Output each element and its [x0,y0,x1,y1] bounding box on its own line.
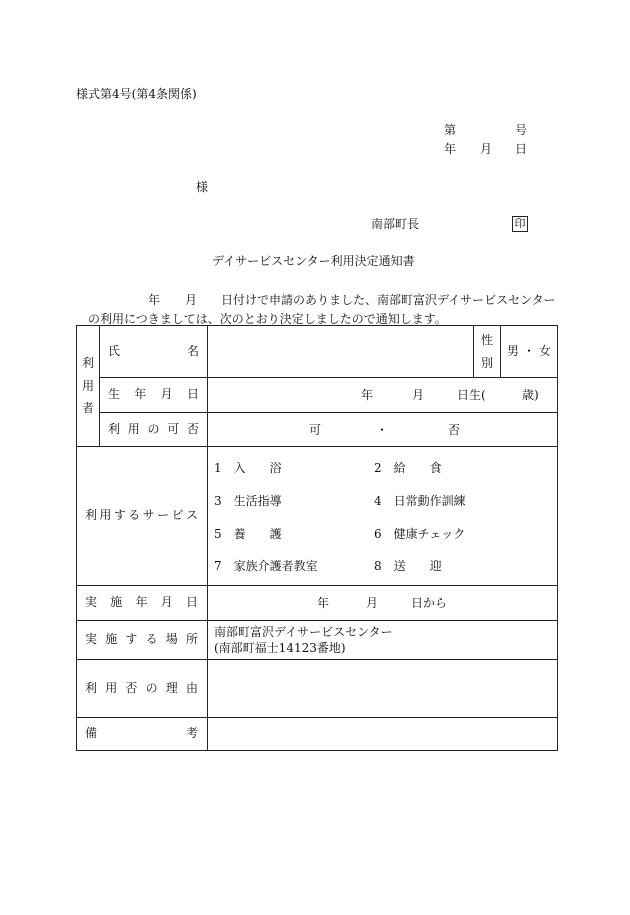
impl-date-value-cell[interactable] [208,586,558,621]
body-year: 年 [148,293,161,307]
birth-label-cell [100,378,208,413]
user-group-char-1: 利 [81,355,94,370]
user-group-label-cell [77,326,100,447]
gender-separator: ・ [522,343,535,358]
birth-label-char-4: 日 [186,387,199,402]
place-label-char-6: 所 [185,632,198,647]
birth-label-char-2: 年 [134,387,147,402]
approval-yes[interactable]: 可 [309,422,322,437]
impl-date-label-char-1: 実 [85,595,98,610]
service-num: 8 [374,559,382,574]
impl-date-label-char-5: 日 [185,595,198,610]
place-label-char-4: る [145,632,158,647]
service-item[interactable] [374,461,534,477]
service-item[interactable] [374,559,534,575]
remarks-label-cell [77,718,208,751]
birth-label-char-1: 生 [108,387,121,402]
approval-label-cell [100,413,208,447]
impl-year: 年 [317,596,330,610]
reason-label-char-5: 理 [165,680,178,695]
service-name: 養 護 [233,526,282,541]
services-label-cell [77,447,208,586]
birth-age: 歳) [522,388,539,402]
impl-date-label-char-3: 年 [135,595,148,610]
impl-date-label-char-4: 月 [160,595,173,610]
place-line-1: 南部町富沢デイサービスセンター [214,625,393,639]
row-name [77,326,558,378]
impl-date-label-char-2: 施 [110,595,123,610]
place-label-cell [77,621,208,660]
date-month: 月 [480,142,493,156]
gender-value-cell[interactable] [501,326,558,378]
place-label-char-5: 場 [165,632,178,647]
date-day: 日 [515,142,528,156]
row-birth [77,378,558,413]
approval-separator: ・ [376,422,389,437]
issuer-title: 南部町長 [371,217,420,231]
remarks-label-char-2: 考 [185,726,198,741]
name-value-cell[interactable] [208,326,474,378]
reason-label-char-1: 利 [85,680,98,695]
place-line-2: (南部町福士14123番地) [214,641,346,655]
service-num: 7 [214,559,222,574]
service-item[interactable] [214,559,374,575]
birth-day: 日生( [457,388,486,402]
decision-table [76,325,558,751]
service-num: 6 [374,526,382,541]
service-num: 4 [374,493,382,508]
user-group-char-3: 者 [81,401,94,416]
services-label-char-1: 利 [85,508,98,523]
remarks-label-char-1: 備 [85,726,98,741]
service-name: 入 浴 [233,461,282,476]
doc-number-suffix: 号 [515,123,528,137]
row-remarks [77,718,558,751]
services-label-char-3: す [113,508,126,523]
service-item[interactable] [374,527,534,543]
service-item[interactable] [214,461,374,477]
seal-mark [512,216,528,232]
birth-month: 月 [412,388,425,402]
approval-value-cell[interactable] [208,413,558,447]
doc-number-prefix: 第 [444,123,457,137]
impl-day: 日から [411,596,448,610]
services-label-char-5: サ [142,508,155,523]
name-label-char-1: 氏 [108,343,121,358]
row-services [77,447,558,586]
gender-label-char-1: 性 [480,332,493,347]
birth-year: 年 [361,388,374,402]
reason-value-cell[interactable] [208,660,558,718]
approval-no[interactable]: 否 [448,422,461,437]
service-item[interactable] [214,494,374,510]
reason-label-char-3: 否 [125,680,138,695]
service-num: 3 [214,493,222,508]
services-label-char-4: る [128,508,141,523]
reason-label-char-4: の [145,680,158,695]
service-num: 2 [374,461,382,476]
approval-label-char-3: の [147,421,160,436]
services-label-char-7: ビ [171,508,184,523]
birth-label-char-3: 月 [160,387,173,402]
reason-label-char-6: 由 [185,680,198,695]
service-item[interactable] [214,527,374,543]
place-value-cell[interactable] [208,621,558,660]
impl-date-label-cell [77,586,208,621]
place-label-char-2: 施 [105,632,118,647]
name-label-cell [100,326,208,378]
gender-label-cell [474,326,501,378]
body-line1: 日付けで申請のありました、南部町富沢デイサービスセンター [221,293,556,307]
remarks-value-cell[interactable] [208,718,558,751]
name-label-char-2: 名 [186,343,199,358]
approval-label-char-1: 利 [108,421,121,436]
row-impl-date [77,586,558,621]
service-name: 送 迎 [393,559,442,574]
reason-label-cell [77,660,208,718]
row-place [77,621,558,660]
gender-label-char-2: 別 [480,355,493,370]
services-list-cell [208,447,558,586]
row-reason [77,660,558,718]
service-item[interactable] [374,494,534,510]
birth-value-cell[interactable] [208,378,558,413]
place-label-char-1: 実 [85,632,98,647]
form-number: 様式第4号(第4条関係) [76,87,197,101]
body-line2: の利用につきましては、次のとおり決定しましたので通知します。 [88,312,447,326]
document-title: デイサービスセンター利用決定通知書 [212,254,415,268]
reason-label-char-2: 用 [105,680,118,695]
service-name: 給 食 [393,461,442,476]
gender-female[interactable]: 女 [538,343,551,358]
approval-label-char-4: 可 [167,421,180,436]
place-label-char-3: す [125,632,138,647]
service-num: 1 [214,461,222,476]
seal-mark-text: 印 [512,216,528,232]
addressee-suffix: 様 [196,180,209,194]
service-name: 家族介護者教室 [233,559,318,574]
service-num: 5 [214,526,222,541]
services-label-char-8: ス [185,508,198,523]
gender-male[interactable]: 男 [506,343,519,358]
services-label-char-6: ー [157,508,170,523]
date-year: 年 [444,142,457,156]
impl-month: 月 [366,596,379,610]
body-month: 月 [185,293,198,307]
user-group-char-2: 用 [81,378,94,393]
service-name: 健康チェック [393,526,466,541]
services-label-char-2: 用 [99,508,112,523]
service-name: 生活指導 [233,493,282,508]
service-name: 日常動作訓練 [393,493,466,508]
approval-label-char-2: 用 [127,421,140,436]
row-approval [77,413,558,447]
approval-label-char-5: 否 [186,421,199,436]
